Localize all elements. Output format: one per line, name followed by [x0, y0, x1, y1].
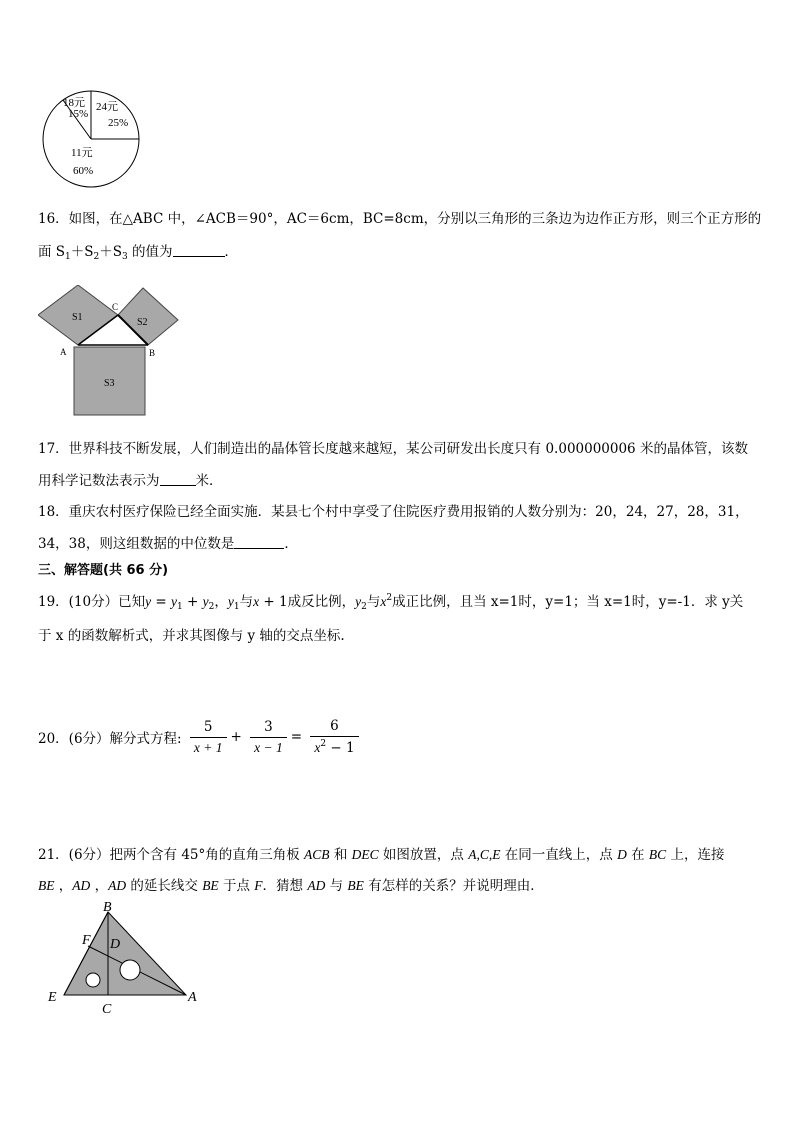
hole-large [120, 960, 140, 980]
pie-pct-60: 60% [73, 165, 94, 177]
section-3-title: 三、解答题(共 66 分) [38, 563, 169, 578]
hole-small [86, 973, 100, 987]
q16-answer-blank [173, 244, 225, 257]
fig-label-f: F [82, 933, 91, 948]
label-b: B [149, 348, 156, 358]
q18-line2: 34，38，则这组数据的中位数是 ． [38, 536, 298, 552]
fraction-3: $\frac{3}{x - 1}$ [250, 719, 287, 756]
pie-label-11: 11元 [71, 147, 93, 159]
fraction-6: $\frac{6}{x^2 - 1}$ [310, 718, 358, 756]
label-s2: S2 [137, 317, 148, 328]
pie-label-24: 24元 [96, 101, 118, 113]
pie-pct-15: 15% [68, 108, 89, 120]
triangle-acb [64, 912, 186, 995]
q17-line2: 用科学记数法表示为 米． [38, 473, 223, 489]
fig-label-d: D [110, 937, 121, 952]
fig-label-b: B [103, 900, 112, 915]
q17-answer-blank [160, 473, 196, 486]
square-s2 [118, 288, 178, 345]
q16-line2: 面 $S_1+S_2+S_3$ 的值为 ． [38, 244, 239, 262]
fraction-5: $\frac{5}{x + 1}$ [190, 719, 227, 756]
label-a: A [60, 347, 67, 357]
q19-line2: 于 x 的函数解析式，并求其图像与 y 轴的交点坐标. [38, 628, 345, 644]
pie-chart [38, 88, 144, 188]
q16-line1: 16．如图，在△ABC 中，∠ACB＝90°，AC＝6cm，BC=8cm，分别以三角形的三条边为边作正方形，则三个正方形的 [38, 211, 762, 227]
label-s3: S3 [104, 378, 115, 389]
q21-line2: BE ，AD ，AD 的延长线交 BE 于点 F．猜想 AD 与 BE 有怎样的关系？并说明理由． [38, 878, 544, 894]
triangle-figure [44, 900, 204, 1018]
q17-line1: 17．世界科技不断发展，人们制造出的晶体管长度越来越短，某公司研发出长度只有 0.000000006 米的晶体管，该数 [38, 441, 748, 457]
fig-label-e: E [48, 990, 57, 1005]
q19-line1: 19．(10分）已知$y = y_1 + y_2$，$y_1$与x + 1成反比例，$y_2$与$x^2$成正比例，且当 x=1时，y=1；当 x=1时，y=-1．求 y关 [38, 593, 744, 612]
q18-line1: 18．重庆农村医疗保险已经全面实施．某县七个村中享受了住院医疗费用报销的人数分别为：20，24，27，28，31， [38, 504, 749, 520]
fig-label-c: C [102, 1002, 112, 1017]
q21-line1: 21．(6分）把两个含有 45°角的直角三角板 ACB 和 DEC 如图放置，点 A,C,E 在同一直线上，点 D 在 BC 上，连接 [38, 847, 725, 863]
label-s1: S1 [72, 312, 83, 323]
pie-label-18: 18元 [63, 97, 85, 109]
label-c: C [112, 302, 119, 312]
pie-pct-25: 25% [108, 117, 129, 129]
q18-answer-blank [234, 536, 284, 549]
squares-figure [38, 285, 183, 417]
fig-label-a: A [188, 990, 197, 1005]
q20-line: 20．(6分）解分式方程: $\frac{5}{x + 1}$ + $\frac{3}{x - 1}$ = $\frac{6}{x^2 - 1}$ [38, 718, 363, 756]
